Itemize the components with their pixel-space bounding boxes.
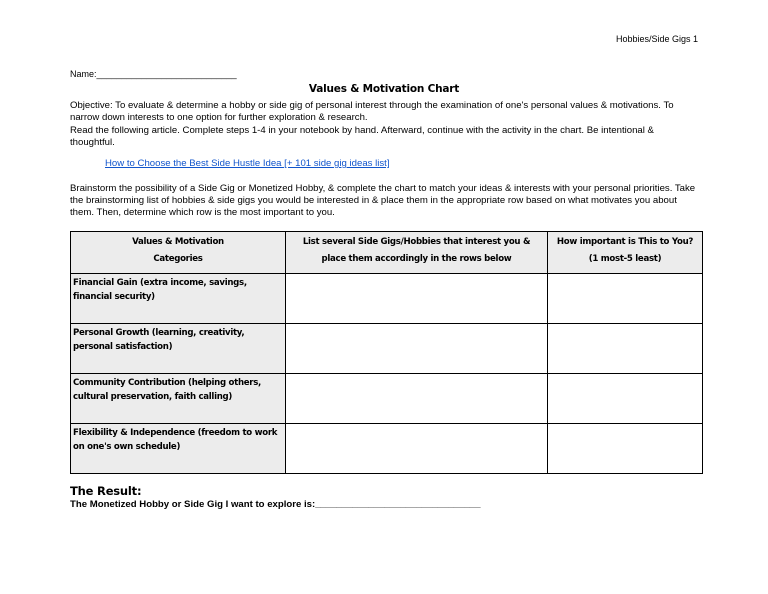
importance-input-financial-gain[interactable]	[548, 274, 703, 324]
gigs-input-community-contribution[interactable]	[286, 374, 548, 424]
page-header-label: Hobbies/Side Gigs 1	[615, 34, 698, 44]
importance-input-flexibility-independence[interactable]	[548, 424, 703, 474]
header-importance-line2: (1 most-5 least)	[588, 254, 662, 264]
objective-paragraph: Objective: To evaluate & determine a hobby or side gig of personal interest through the examination of one's personal values & motivations. To narrow down interests to one option for further exploration & research.	[70, 100, 674, 123]
importance-input-community-contribution[interactable]	[548, 374, 703, 424]
name-field-line[interactable]: Name:____________________________	[70, 69, 237, 79]
result-heading: The Result:	[70, 484, 142, 498]
category-financial-gain: Financial Gain (extra income, savings, financial security)	[71, 274, 286, 324]
table-header-row	[71, 232, 703, 274]
result-answer-line[interactable]: The Monetized Hobby or Side Gig I want to explore is:_______________________________	[70, 499, 481, 510]
header-side-gigs-line2: place them accordingly in the rows below	[321, 254, 512, 264]
values-motivation-table	[70, 231, 703, 474]
page-title: Values & Motivation Chart	[308, 83, 460, 95]
gigs-input-financial-gain[interactable]	[286, 274, 548, 324]
header-side-gigs-line1: List several Side Gigs/Hobbies that interest you &	[302, 237, 531, 247]
table-row	[71, 324, 703, 374]
brainstorm-paragraph: Brainstorm the possibility of a Side Gig or Monetized Hobby, & complete the chart to match your ideas & interests with your personal priorities. Take the brainstorming list of hobbies & side gigs you would be interested in & place them in the appropriate row based on what motivates you about them. Then, determine which row is the most important to you.	[70, 183, 696, 218]
gigs-input-flexibility-independence[interactable]	[286, 424, 548, 474]
category-personal-growth: Personal Growth (learning, creativity, personal satisfaction)	[71, 324, 286, 374]
importance-input-personal-growth[interactable]	[548, 324, 703, 374]
header-importance-line1: How important is This to You?	[556, 237, 694, 247]
header-side-gigs	[286, 232, 548, 274]
category-community-contribution: Community Contribution (helping others, cultural preservation, faith calling)	[71, 374, 286, 424]
article-link[interactable]: How to Choose the Best Side Hustle Idea [+ 101 side gig ideas list]	[105, 158, 390, 169]
category-flexibility-independence: Flexibility & Independence (freedom to work on one's own schedule)	[71, 424, 286, 474]
instructions-paragraph: Read the following article. Complete steps 1-4 in your notebook by hand. Afterward, continue with the activity in the chart. Be intentional & thoughtful.	[70, 125, 654, 148]
header-categories-line2: Categories	[153, 254, 203, 264]
table-row	[71, 274, 703, 324]
header-importance	[548, 232, 703, 274]
table-row	[71, 374, 703, 424]
header-categories	[71, 232, 286, 274]
gigs-input-personal-growth[interactable]	[286, 324, 548, 374]
table-row	[71, 424, 703, 474]
header-categories-line1: Values & Motivation	[132, 237, 224, 247]
